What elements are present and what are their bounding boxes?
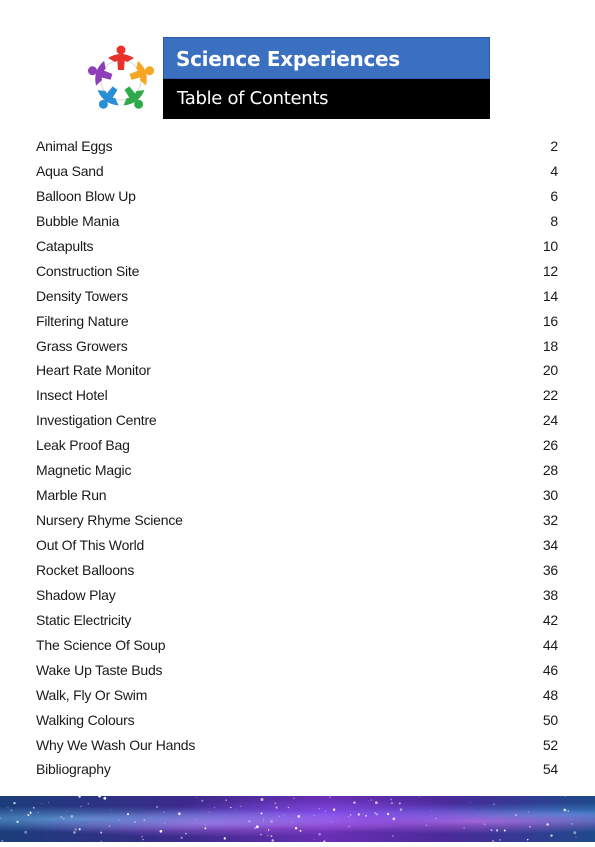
star-dot xyxy=(214,807,215,808)
star-dot xyxy=(374,812,375,813)
star-dot xyxy=(0,818,1,820)
toc-entry-title: Walking Colours xyxy=(36,708,134,733)
star-dot xyxy=(318,833,321,836)
star-dot xyxy=(80,805,82,807)
toc-entry-title: Bibliography xyxy=(36,757,111,782)
star-dot xyxy=(387,813,389,815)
star-dot xyxy=(150,817,151,818)
star-dot xyxy=(10,809,12,811)
toc-row[interactable] xyxy=(36,708,558,733)
star-dot xyxy=(78,796,80,798)
star-dot xyxy=(73,831,76,834)
star-dot xyxy=(181,837,183,839)
toc-row[interactable] xyxy=(36,458,558,483)
star-dot xyxy=(400,808,403,811)
toc-row[interactable] xyxy=(36,159,558,184)
star-dot xyxy=(333,808,336,811)
star-dot xyxy=(271,835,273,837)
star-dot xyxy=(291,821,292,822)
toc-entry-page: 22 xyxy=(543,383,558,408)
toc-entry-title: Leak Proof Bag xyxy=(36,433,130,458)
star-dot xyxy=(319,808,320,809)
document-title: Science Experiences xyxy=(163,37,490,79)
toc-entry-title: Catapults xyxy=(36,234,93,259)
star-dot xyxy=(254,827,256,829)
toc-entry-page: 6 xyxy=(550,184,558,209)
star-dot xyxy=(393,818,396,821)
star-dot xyxy=(248,820,250,822)
star-dot xyxy=(224,837,226,839)
star-dot xyxy=(70,815,73,818)
title-block xyxy=(163,37,490,119)
toc-entry-page: 52 xyxy=(543,733,558,758)
toc-entry-title: Marble Run xyxy=(36,483,106,508)
toc-entry-title: Bubble Mania xyxy=(36,209,119,234)
star-dot xyxy=(209,812,210,813)
star-dot xyxy=(484,823,486,825)
toc-row[interactable] xyxy=(36,583,558,608)
star-dot xyxy=(329,796,330,797)
star-dot xyxy=(419,796,420,797)
toc-entry-page: 44 xyxy=(543,633,558,658)
star-dot xyxy=(196,797,197,798)
star-dot xyxy=(230,807,231,808)
toc-entry-title: Heart Rate Monitor xyxy=(36,358,151,383)
star-dot xyxy=(24,831,27,834)
star-dot xyxy=(263,819,264,820)
toc-entry-page: 46 xyxy=(543,658,558,683)
toc-entry-page: 42 xyxy=(543,608,558,633)
star-dot xyxy=(431,810,432,811)
star-dot xyxy=(164,812,165,813)
toc-entry-page: 54 xyxy=(543,757,558,782)
star-dot xyxy=(16,821,18,823)
toc-row[interactable] xyxy=(36,483,558,508)
star-dot xyxy=(365,815,367,817)
star-dot xyxy=(109,826,110,827)
star-dot xyxy=(571,819,572,820)
star-dot xyxy=(284,815,285,816)
toc-entry-page: 14 xyxy=(543,284,558,309)
star-dot xyxy=(185,833,187,835)
star-dot xyxy=(261,798,264,801)
star-dot xyxy=(348,816,349,817)
toc-row[interactable] xyxy=(36,284,558,309)
toc-entry-title: Insect Hotel xyxy=(36,383,108,408)
star-dot xyxy=(201,800,203,802)
toc-row[interactable] xyxy=(36,184,558,209)
toc-entry-page: 36 xyxy=(543,558,558,583)
star-dot xyxy=(563,809,566,812)
star-dot xyxy=(491,829,493,831)
star-dot xyxy=(225,799,227,801)
toc-row[interactable] xyxy=(36,234,558,259)
star-dot xyxy=(134,821,136,823)
star-dot xyxy=(293,798,294,799)
star-dot xyxy=(295,827,297,829)
toc-entry-title: Shadow Play xyxy=(36,583,116,608)
star-dot xyxy=(363,813,364,814)
star-dot xyxy=(164,822,165,823)
star-dot xyxy=(275,806,277,808)
star-dot xyxy=(100,832,102,834)
star-dot xyxy=(204,827,206,829)
toc-entry-title: Grass Growers xyxy=(36,334,128,359)
star-dot xyxy=(300,830,302,832)
toc-row[interactable] xyxy=(36,134,558,159)
star-dot xyxy=(195,819,196,820)
toc-row[interactable] xyxy=(36,383,558,408)
star-dot xyxy=(60,816,62,818)
star-dot xyxy=(143,839,144,840)
star-dot xyxy=(389,796,390,797)
stars-decoration xyxy=(0,796,595,842)
star-dot xyxy=(546,823,549,826)
toc-entry-page: 50 xyxy=(543,708,558,733)
toc-row[interactable] xyxy=(36,408,558,433)
star-dot xyxy=(111,810,112,811)
star-dot xyxy=(261,812,263,814)
toc-entry-title: Why We Wash Our Hands xyxy=(36,733,195,758)
star-dot xyxy=(278,816,280,818)
toc-entry-title: Animal Eggs xyxy=(36,134,112,159)
toc-entry-title: Aqua Sand xyxy=(36,159,103,184)
toc-entry-page: 34 xyxy=(543,533,558,558)
toc-entry-page: 20 xyxy=(543,358,558,383)
star-dot xyxy=(435,818,436,819)
star-dot xyxy=(567,810,569,812)
toc-row[interactable] xyxy=(36,608,558,633)
toc-row[interactable] xyxy=(36,683,558,708)
star-dot xyxy=(350,814,351,815)
star-dot xyxy=(399,802,401,804)
toc-row[interactable] xyxy=(36,433,558,458)
star-dot xyxy=(325,811,326,812)
star-dot xyxy=(392,835,393,836)
toc-row[interactable] xyxy=(36,358,558,383)
star-dot xyxy=(297,815,300,818)
toc-row[interactable] xyxy=(36,334,558,359)
toc-row[interactable] xyxy=(36,757,558,782)
star-dot xyxy=(42,803,43,804)
star-dot xyxy=(48,802,49,803)
star-dot xyxy=(376,813,379,816)
table-of-contents xyxy=(36,134,558,782)
star-dot xyxy=(499,839,501,841)
star-dot xyxy=(30,811,31,812)
toc-row[interactable] xyxy=(36,508,558,533)
star-dot xyxy=(528,811,529,812)
star-dot xyxy=(205,825,206,826)
toc-entry-page: 2 xyxy=(550,134,558,159)
star-dot xyxy=(260,834,262,836)
star-dot xyxy=(288,807,290,809)
star-dot xyxy=(529,826,530,827)
toc-row[interactable] xyxy=(36,633,558,658)
star-dot xyxy=(532,822,533,823)
star-dot xyxy=(504,830,506,832)
star-dot xyxy=(314,815,315,816)
star-dot xyxy=(263,821,264,822)
star-dot xyxy=(464,827,465,828)
star-dot xyxy=(358,813,360,815)
star-dot xyxy=(236,809,237,810)
toc-entry-page: 4 xyxy=(550,159,558,184)
star-dot xyxy=(8,807,9,808)
star-dot xyxy=(391,802,393,804)
star-dot xyxy=(375,801,378,804)
toc-entry-title: Static Electricity xyxy=(36,608,131,633)
star-dot xyxy=(143,819,145,821)
toc-entry-page: 18 xyxy=(543,334,558,359)
toc-row[interactable] xyxy=(36,533,558,558)
star-dot xyxy=(63,818,65,820)
star-dot xyxy=(493,803,494,804)
star-dot xyxy=(527,839,529,841)
toc-entry-page: 28 xyxy=(543,458,558,483)
star-dot xyxy=(426,825,427,826)
star-dot xyxy=(103,797,106,800)
star-dot xyxy=(88,803,89,804)
star-dot xyxy=(38,812,39,813)
star-dot xyxy=(141,836,143,838)
toc-entry-title: Balloon Blow Up xyxy=(36,184,136,209)
star-dot xyxy=(13,802,15,804)
toc-entry-title: Magnetic Magic xyxy=(36,458,131,483)
star-dot xyxy=(314,839,315,840)
star-dot xyxy=(271,839,274,842)
star-dot xyxy=(67,811,68,812)
star-dot xyxy=(515,814,517,816)
star-dot xyxy=(565,796,566,797)
star-dot xyxy=(156,806,158,808)
star-dot xyxy=(267,835,269,837)
toc-entry-page: 12 xyxy=(543,259,558,284)
star-dot xyxy=(127,813,129,815)
toc-entry-page: 38 xyxy=(543,583,558,608)
star-dot xyxy=(79,828,81,830)
star-dot xyxy=(100,797,101,798)
toc-entry-page: 16 xyxy=(543,309,558,334)
star-dot xyxy=(270,820,273,823)
star-dot xyxy=(390,799,392,801)
star-dot xyxy=(178,812,181,815)
star-dot xyxy=(470,802,471,803)
star-dot xyxy=(572,823,573,824)
toc-row[interactable] xyxy=(36,733,558,758)
toc-entry-page: 10 xyxy=(543,234,558,259)
star-dot xyxy=(46,836,47,837)
star-dot xyxy=(368,800,369,801)
star-dot xyxy=(573,831,576,834)
star-dot xyxy=(240,806,242,808)
star-dot xyxy=(27,814,29,816)
star-dot xyxy=(331,822,332,823)
star-dot xyxy=(98,796,101,797)
people-circle-logo-icon xyxy=(86,42,156,114)
star-dot xyxy=(274,802,276,804)
star-dot xyxy=(477,815,478,816)
star-dot xyxy=(33,807,35,809)
toc-row[interactable] xyxy=(36,209,558,234)
star-dot xyxy=(575,837,576,838)
toc-row[interactable] xyxy=(36,309,558,334)
galaxy-banner-image xyxy=(0,796,595,842)
star-dot xyxy=(268,829,269,830)
star-dot xyxy=(160,830,163,833)
toc-entry-title: Nursery Rhyme Science xyxy=(36,508,183,533)
star-dot xyxy=(353,801,355,803)
toc-row[interactable] xyxy=(36,259,558,284)
toc-entry-page: 8 xyxy=(550,209,558,234)
toc-entry-title: Wake Up Taste Buds xyxy=(36,658,162,683)
star-dot xyxy=(118,820,119,821)
star-dot xyxy=(550,834,552,836)
toc-entry-title: Rocket Balloons xyxy=(36,558,134,583)
toc-entry-page: 30 xyxy=(543,483,558,508)
star-dot xyxy=(496,829,498,831)
toc-entry-title: Density Towers xyxy=(36,284,128,309)
star-dot xyxy=(371,799,373,801)
toc-entry-title: Out Of This World xyxy=(36,533,144,558)
toc-entry-title: Walk, Fly Or Swim xyxy=(36,683,147,708)
document-subtitle: Table of Contents xyxy=(163,79,490,119)
toc-entry-title: The Science Of Soup xyxy=(36,633,165,658)
star-dot xyxy=(158,840,159,841)
toc-entry-title: Construction Site xyxy=(36,259,139,284)
toc-entry-page: 48 xyxy=(543,683,558,708)
toc-entry-title: Investigation Centre xyxy=(36,408,157,433)
toc-row[interactable] xyxy=(36,658,558,683)
toc-row[interactable] xyxy=(36,558,558,583)
toc-entry-page: 24 xyxy=(543,408,558,433)
star-dot xyxy=(74,828,77,831)
star-dot xyxy=(348,826,350,828)
toc-entry-title: Filtering Nature xyxy=(36,309,129,334)
toc-entry-page: 32 xyxy=(543,508,558,533)
toc-entry-page: 26 xyxy=(543,433,558,458)
